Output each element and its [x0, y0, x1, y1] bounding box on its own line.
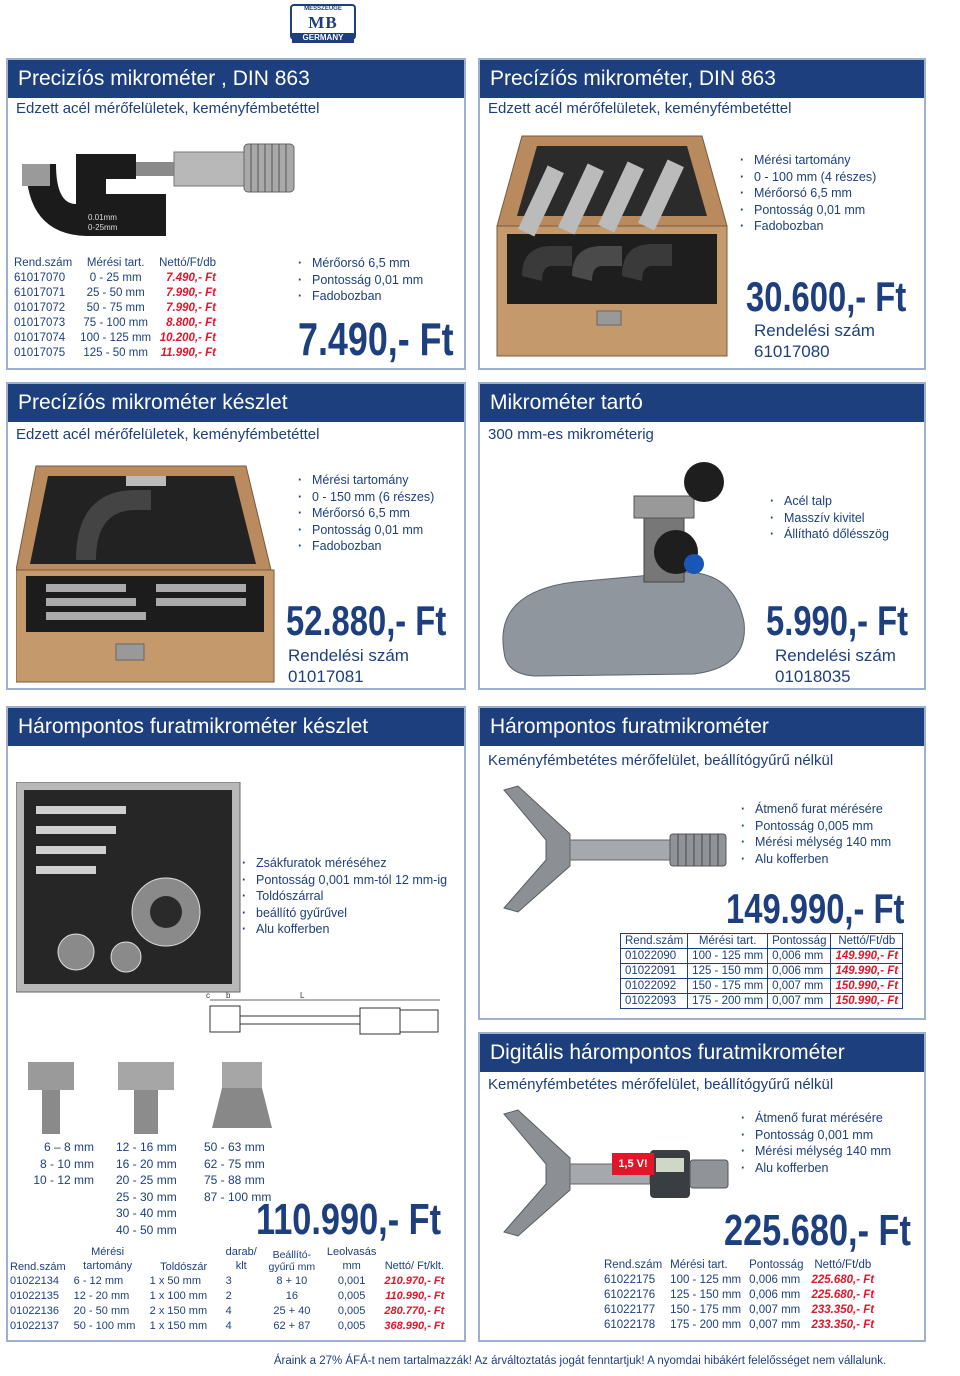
order-number: 01017081 — [288, 667, 364, 686]
cell: 61022175 — [604, 1273, 656, 1286]
cell: 0,006 mm — [749, 1288, 801, 1301]
scale-text-2: 0-25mm — [88, 223, 118, 232]
th-price: Nettó/Ft/db — [159, 256, 217, 269]
dim-text: 20 - 25 mm — [116, 1173, 177, 1187]
cell: 50 - 100 mm — [73, 1319, 136, 1332]
price-cell: 280.770,- Ft — [384, 1304, 445, 1317]
section1-title: Precizíós mikrométer , DIN 863 — [8, 60, 464, 98]
section7-table — [600, 1257, 878, 1332]
cell: 25 + 40 — [273, 1304, 311, 1317]
section7-bullets — [741, 1110, 891, 1176]
cell: 61022177 — [604, 1303, 656, 1316]
price-cell: 233.350,- Ft — [811, 1303, 875, 1316]
price-cell: 368.990,- Ft — [384, 1319, 445, 1332]
section6-subtitle: Keményfémbetétes mérőfelület, beállítógyűrű nélkül — [488, 752, 834, 769]
section2-subtitle: Edzett acél mérőfelületek, keményfémbetéttel — [488, 100, 792, 117]
dim-text: 8 - 10 mm — [39, 1156, 94, 1171]
section2-bullets — [740, 152, 876, 235]
th: Leolvasás mm — [326, 1246, 377, 1272]
cell: 01022093 — [621, 994, 688, 1009]
bullet: · Alu kofferben — [741, 1160, 891, 1177]
bullet: · Acél talp — [770, 493, 889, 510]
digital-bore-micrometer-image — [488, 1100, 738, 1250]
cell: 0,005 — [337, 1289, 366, 1302]
section4-bullets — [770, 493, 889, 543]
drawing-label-b: b — [226, 992, 231, 1000]
section1-subtitle: Edzett acél mérőfelületek, keményfémbetéttel — [16, 100, 320, 117]
bore-micrometer-image — [488, 776, 738, 926]
cell: 50 - 75 mm — [86, 301, 145, 314]
dim-text: 16 - 20 mm — [116, 1156, 177, 1171]
price-cell: 110.990,- Ft — [385, 1289, 445, 1302]
section5-bullets — [242, 855, 447, 938]
technical-drawing — [200, 992, 450, 1052]
order-label: Rendelési szám — [754, 321, 875, 340]
bullet: · Átmenő furat mérésére — [741, 801, 891, 818]
th: Pontosság — [768, 934, 831, 949]
bullet: · Mérési tartomány — [298, 472, 434, 489]
voltage-badge: 1,5 V! — [612, 1153, 654, 1175]
cell: 0,006 mm — [749, 1273, 801, 1286]
section3-bullets — [298, 472, 434, 555]
section7-title: Digitális hárompontos furatmikrométer — [480, 1034, 924, 1072]
price-cell: 149.990,- Ft — [831, 949, 903, 964]
cell: 0,007 mm — [768, 994, 831, 1009]
th: Toldószár — [160, 1261, 208, 1273]
cell: 75 - 100 mm — [83, 316, 148, 329]
section1-price: 7.490,- Ft — [298, 313, 454, 365]
bullet: · 0 - 150 mm (6 részes) — [298, 489, 434, 506]
bullet: · Pontosság 0,01 mm — [740, 202, 876, 219]
section7-subtitle: Keményfémbetétes mérőfelület, beállítógyűrű nélkül — [488, 1076, 834, 1093]
cell: 0,006 mm — [768, 949, 831, 964]
cell: 0,005 — [337, 1319, 366, 1332]
bullet: · Pontosság 0,01 mm — [298, 272, 423, 289]
cell: 125 - 150 mm — [670, 1288, 742, 1301]
cell: 61017071 — [14, 286, 66, 299]
cell: 0,001 — [337, 1274, 366, 1287]
cell: 8 + 10 — [276, 1274, 308, 1287]
cell: 4 — [225, 1304, 232, 1317]
cell: 01017072 — [14, 301, 66, 314]
order-number: 61017080 — [754, 342, 830, 361]
logo-country: GERMANY — [292, 33, 354, 43]
drawing-label-c: c — [206, 992, 210, 1000]
dim-text: 40 - 50 mm — [116, 1222, 177, 1237]
micrometer-image — [16, 124, 306, 252]
bullet: · Masszív kivitel — [770, 510, 889, 527]
cell: 0,007 mm — [749, 1318, 801, 1331]
bullet: · Zsákfuratok méréséhez — [242, 855, 447, 872]
cell: 16 — [285, 1289, 298, 1302]
th-range: Mérési tart. — [86, 256, 145, 269]
drawing-label-l: L — [300, 992, 305, 1000]
th: Mérési tart. — [670, 1258, 728, 1271]
cell: 150 - 175 mm — [670, 1303, 742, 1316]
section5-table — [8, 1245, 448, 1333]
section2-title: Precízíós mikrométer, DIN 863 — [480, 60, 924, 98]
bullet: · Alu kofferben — [242, 921, 447, 938]
table-row — [10, 285, 220, 300]
dim-text: 25 - 30 mm — [116, 1189, 177, 1204]
table-row — [8, 1303, 448, 1318]
logo-top-text: MESSZEUGE — [304, 6, 342, 12]
cell: 01017075 — [14, 346, 66, 359]
dim-text: 87 - 100 mm — [204, 1189, 272, 1204]
table-row — [600, 1302, 878, 1317]
bullet: · Mérőorsó 6,5 mm — [298, 505, 434, 522]
table-row — [8, 1273, 448, 1288]
cell: 0,006 mm — [768, 964, 831, 979]
bullet: · Mérési mélység 140 mm — [741, 1143, 891, 1160]
cell: 01022134 — [10, 1274, 59, 1287]
cell: 20 - 50 mm — [73, 1304, 130, 1317]
order-label: Rendelési szám — [775, 646, 896, 665]
section1-bullets — [298, 255, 423, 305]
price-cell: 225.680,- Ft — [811, 1288, 875, 1301]
section4-subtitle: 300 mm-es mikrométerig — [488, 426, 654, 443]
section3-title: Precízíós mikrométer készlet — [8, 384, 464, 422]
cell: 0 - 25 mm — [89, 271, 142, 284]
section6-price: 149.990,- Ft — [726, 885, 905, 932]
cell: 100 - 125 mm — [80, 331, 152, 344]
cell: 12 - 20 mm — [73, 1289, 130, 1302]
logo-mark: MB — [308, 13, 338, 32]
bore-heads-image — [22, 1058, 272, 1138]
table-row — [621, 994, 903, 1009]
bore-micrometer-case-image — [16, 782, 242, 994]
dim-text: 50 - 63 mm — [204, 1140, 265, 1154]
bullet: · Átmenő furat mérésére — [741, 1110, 891, 1127]
cell: 62 + 87 — [273, 1319, 311, 1332]
cell: 175 - 200 mm — [670, 1318, 742, 1331]
table-row — [10, 300, 220, 315]
section4-order — [775, 645, 896, 687]
th: Nettó/ Ft/klt. — [384, 1260, 444, 1272]
th: Rend.szám — [621, 934, 688, 949]
table-row — [621, 949, 903, 964]
bullet: · Fadobozban — [740, 218, 876, 235]
section5-title: Hárompontos furatmikrométer készlet — [8, 708, 464, 746]
th: Rend.szám — [10, 1261, 66, 1273]
section6-table — [620, 933, 903, 1009]
bullet: · Pontosság 0,01 mm — [298, 522, 434, 539]
footer-disclaimer: Áraink a 27% ÁFÁ-t nem tartalmazzák! Az árváltoztatás jogát fenntartjuk! A nyomdai hibákért felelősséget nem vállalunk. — [273, 1355, 887, 1367]
th: Beállító-gyűrű mm — [268, 1249, 316, 1273]
bullet: · Pontosság 0,001 mm — [741, 1127, 891, 1144]
section3-subtitle: Edzett acél mérőfelületek, keményfémbetéttel — [16, 426, 320, 443]
price-cell: 10.200,- Ft — [159, 331, 217, 344]
order-number: 01018035 — [775, 667, 851, 686]
cell: 1 x 150 mm — [149, 1319, 208, 1332]
bullet: · Mérési tartomány — [740, 152, 876, 169]
price-cell: 150.990,- Ft — [831, 994, 903, 1009]
cell: 01022091 — [621, 964, 688, 979]
cell: 150 - 175 mm — [688, 979, 768, 994]
price-cell: 233.350,- Ft — [811, 1318, 875, 1331]
cell: 01017073 — [14, 316, 66, 329]
dim-text: 75 - 88 mm — [204, 1173, 265, 1187]
cell: 6 - 12 mm — [73, 1274, 124, 1287]
cell: 01022135 — [10, 1289, 59, 1302]
bullet: · Toldószárral — [242, 888, 447, 905]
th: Nettó/Ft/db — [814, 1258, 872, 1271]
section3-price: 52.880,- Ft — [286, 597, 447, 644]
cell: 100 - 125 mm — [670, 1273, 742, 1286]
cell: 125 - 50 mm — [83, 346, 148, 359]
bullet: · Pontosság 0,001 mm-tól 12 mm-ig — [242, 872, 447, 889]
th: Mérési tart. — [688, 934, 768, 949]
th: darab/ klt — [225, 1246, 257, 1272]
section5-price: 110.990,- Ft — [256, 1195, 442, 1244]
order-label: Rendelési szám — [288, 646, 409, 665]
bullet: · Mérési mélység 140 mm — [741, 834, 891, 851]
th: Nettó/Ft/db — [831, 934, 903, 949]
cell: 61022178 — [604, 1318, 656, 1331]
section1-table — [10, 255, 220, 360]
cell: 61022176 — [604, 1288, 656, 1301]
cell: 0,007 mm — [768, 979, 831, 994]
section4-price: 5.990,- Ft — [766, 597, 909, 644]
bullet: · Fadobozban — [298, 288, 423, 305]
cell: 175 - 200 mm — [688, 994, 768, 1009]
bullet: · Mérőorsó 6,5 mm — [298, 255, 423, 272]
cell: 01022136 — [10, 1304, 59, 1317]
price-cell: 210.970,- Ft — [384, 1274, 445, 1287]
dims-column-2 — [116, 1139, 177, 1238]
price-cell: 7.990,- Ft — [166, 286, 217, 299]
dim-text: 10 - 12 mm — [33, 1173, 94, 1187]
bullet: · Alu kofferben — [741, 851, 891, 868]
cell: 100 - 125 mm — [688, 949, 768, 964]
dims-column-1 — [26, 1139, 94, 1189]
table-row — [600, 1272, 878, 1287]
cell: 01022090 — [621, 949, 688, 964]
section3-order — [288, 645, 409, 687]
micrometer-set-case-image — [16, 460, 276, 686]
cell: 0,005 — [337, 1304, 366, 1317]
bullet: · Fadobozban — [298, 538, 434, 555]
table-row — [600, 1317, 878, 1332]
price-cell: 8.800,- Ft — [166, 316, 217, 329]
cell: 61017070 — [14, 271, 66, 284]
bullet: · beállító gyűrűvel — [242, 905, 447, 922]
th: Rend.szám — [604, 1258, 663, 1271]
bullet: · Állítható dőlésszög — [770, 526, 889, 543]
section6-bullets — [741, 801, 891, 867]
cell: 1 x 100 mm — [149, 1289, 208, 1302]
brand-logo — [290, 4, 356, 40]
table-row — [600, 1287, 878, 1302]
price-cell: 7.990,- Ft — [166, 301, 217, 314]
th-rend: Rend.szám — [14, 256, 73, 269]
price-cell: 150.990,- Ft — [831, 979, 903, 994]
dim-text: 62 - 75 mm — [204, 1156, 265, 1171]
table-row — [10, 315, 220, 330]
scale-text-1: 0.01mm — [88, 213, 117, 222]
th: Pontosság — [749, 1258, 804, 1271]
cell: 01017074 — [14, 331, 66, 344]
cell: 4 — [225, 1319, 232, 1332]
section2-order — [754, 320, 875, 362]
table-row — [8, 1318, 448, 1333]
table-row — [10, 345, 220, 360]
cell: 1 x 50 mm — [149, 1274, 201, 1287]
dim-text: 6 – 8 mm — [43, 1140, 94, 1154]
th: Mérési tartomány — [83, 1246, 133, 1272]
cell: 2 — [225, 1289, 232, 1302]
cell: 01022137 — [10, 1319, 59, 1332]
cell: 125 - 150 mm — [688, 964, 768, 979]
bullet: · Mérőorsó 6,5 mm — [740, 185, 876, 202]
cell: 0,007 mm — [749, 1303, 801, 1316]
price-cell: 11.990,- Ft — [160, 346, 217, 359]
table-row — [10, 330, 220, 345]
table-row — [621, 964, 903, 979]
section4-title: Mikrométer tartó — [480, 384, 924, 422]
table-row — [8, 1288, 448, 1303]
price-cell: 7.490,- Ft — [166, 271, 217, 284]
price-cell: 149.990,- Ft — [831, 964, 903, 979]
dim-text: 30 - 40 mm — [116, 1206, 177, 1220]
section2-price: 30.600,- Ft — [746, 273, 907, 320]
section7-price: 225.680,- Ft — [724, 1206, 911, 1255]
price-cell: 225.680,- Ft — [811, 1273, 875, 1286]
cell: 3 — [225, 1274, 232, 1287]
micrometer-holder-image — [494, 452, 764, 684]
micrometer-set-wooden-case-image — [492, 126, 732, 366]
cell: 25 - 50 mm — [86, 286, 145, 299]
section6-title: Hárompontos furatmikrométer — [480, 708, 924, 746]
bullet: · 0 - 100 mm (4 részes) — [740, 169, 876, 186]
table-row — [10, 270, 220, 285]
cell: 01022092 — [621, 979, 688, 994]
bullet: · Pontosság 0,005 mm — [741, 818, 891, 835]
table-row — [621, 979, 903, 994]
cell: 2 x 150 mm — [149, 1304, 208, 1317]
dim-text: 12 - 16 mm — [116, 1140, 177, 1154]
